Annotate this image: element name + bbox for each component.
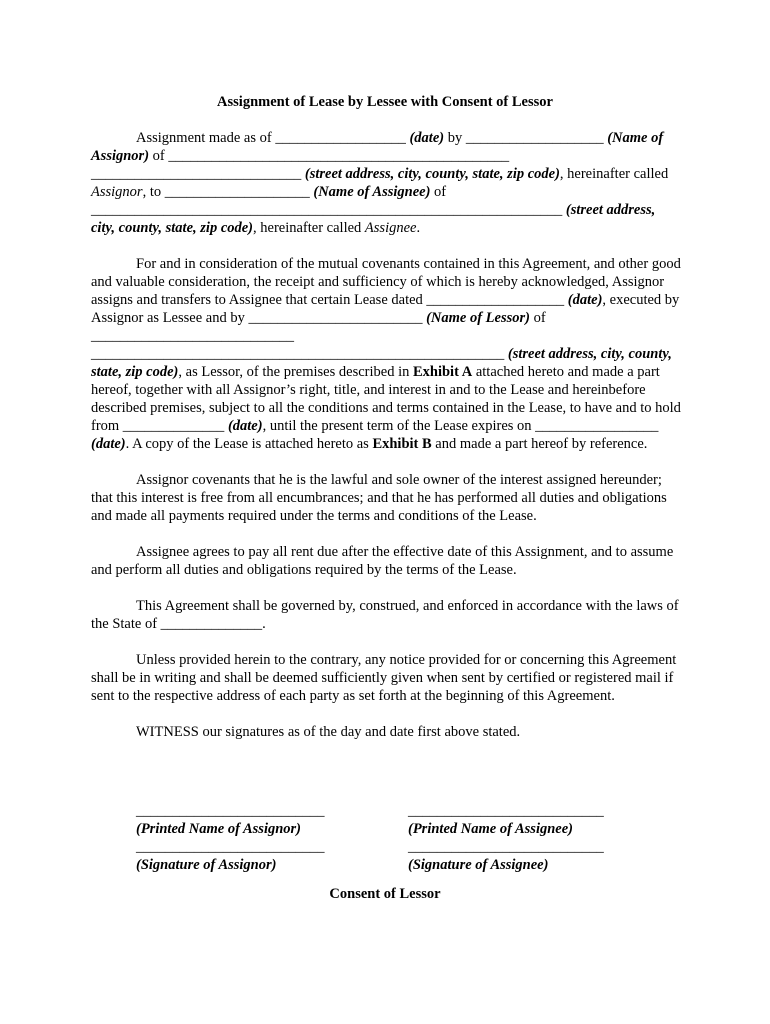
paragraph-witness: WITNESS our signatures as of the day and date first above stated. bbox=[136, 724, 521, 740]
paragraph-covenants: Assignor covenants that he is the lawful and sole owner of the interest assigned hereunder; that this interest is free from all encumbrances; and that he has performed all duties and obligations and made all payments required under the terms and conditions of the Lease. bbox=[91, 472, 667, 524]
text: , until the present term of the Lease expires on _________________ bbox=[262, 418, 659, 434]
paragraph-parties bbox=[91, 129, 681, 237]
date-placeholder: (date) bbox=[409, 130, 445, 146]
signature-block-assignor-sign bbox=[136, 838, 325, 874]
printed-name-assignee-label: (Printed Name of Assignee) bbox=[408, 821, 573, 837]
text: For and in consideration of the mutual covenants contained in this Agreement, and other good and valuable consideration, the receipt and sufficiency of which is hereby acknowledged, Assignor assigns and transfers to Assignee that certain Lease dated ___________________ bbox=[91, 256, 681, 308]
text: , hereinafter called bbox=[253, 220, 365, 236]
document-body bbox=[91, 129, 681, 759]
lessor-name-placeholder: (Name of Lessor) bbox=[426, 310, 530, 326]
exhibit-a-reference: Exhibit A bbox=[412, 364, 473, 380]
text: and made a part hereof by reference. bbox=[431, 436, 648, 452]
text: . bbox=[416, 220, 421, 236]
signature-assignor-label: (Signature of Assignor) bbox=[136, 857, 277, 873]
text: . A copy of the Lease is attached hereto as bbox=[125, 436, 373, 452]
paragraph-governing-law: This Agreement shall be governed by, construed, and enforced in accordance with the laws of the State of ______________. bbox=[91, 598, 679, 632]
signature-line: __________________________ bbox=[136, 839, 325, 855]
text: attached hereto and made a part hereof, together with all Assignor’s right, title, and interest in and to the Lease and hereinbefore described premises, subject to all the conditions and terms contained in the Lease, to have and to hold from ______________ bbox=[91, 364, 681, 434]
assignee-address-placeholder: (street address, city, county, state, zip code) bbox=[91, 202, 656, 236]
paragraph-assignment bbox=[91, 255, 681, 453]
text: Assignment made as of __________________ bbox=[136, 130, 410, 146]
printed-name-assignor-label: (Printed Name of Assignor) bbox=[136, 821, 302, 837]
consent-of-lessor-heading: Consent of Lessor bbox=[329, 886, 441, 902]
signature-assignee-label: (Signature of Assignee) bbox=[408, 857, 549, 873]
text: , as Lessor, of the premises described in bbox=[178, 364, 413, 380]
signature-line: __________________________ bbox=[136, 803, 325, 819]
expiry-date-placeholder: (date) bbox=[91, 436, 126, 452]
text: by ___________________ bbox=[444, 130, 608, 146]
signature-line: ___________________________ bbox=[408, 803, 604, 819]
signature-block-assignor-printed bbox=[136, 802, 325, 838]
paragraph-rent: Assignee agrees to pay all rent due after the effective date of this Assignment, and to assume and perform all duties and obligations required by the terms of the Lease. bbox=[91, 544, 674, 578]
text: , executed by Assignor as Lessee and by ________________________ bbox=[91, 292, 680, 326]
start-date-placeholder: (date) bbox=[227, 418, 263, 434]
text: , to ____________________ bbox=[142, 184, 314, 200]
paragraph-notice: Unless provided herein to the contrary, any notice provided for or concerning this Agreement shall be in writing and shall be deemed sufficiently given when sent by certified or registered mail if sent to the respective address of each party as set forth at the beginning of this Agreement. bbox=[91, 652, 677, 704]
text: , hereinafter called bbox=[559, 166, 669, 182]
text: of _________________________________________________________________ bbox=[91, 184, 566, 218]
lessor-address-placeholder: (street address, city, county, state, zip code) bbox=[91, 346, 672, 380]
lease-date-placeholder: (date) bbox=[567, 292, 603, 308]
exhibit-b-reference: Exhibit B bbox=[372, 436, 432, 452]
text: of ____________________________ _________________________________________________________ bbox=[91, 310, 546, 362]
signature-block-assignee-sign bbox=[408, 838, 604, 874]
assignee-name-placeholder: (Name of Assignee) bbox=[313, 184, 431, 200]
text: of _______________________________________________ _____________________________ bbox=[91, 148, 510, 182]
assignor-name-placeholder: (Name of Assignor) bbox=[91, 130, 664, 164]
document-title: Assignment of Lease by Lessee with Consent of Lessor bbox=[217, 94, 553, 110]
assignor-address-placeholder: (street address, city, county, state, zip code) bbox=[304, 166, 560, 182]
assignor-term: Assignor bbox=[91, 184, 143, 200]
signature-block-assignee-printed bbox=[408, 802, 604, 838]
signature-line: ___________________________ bbox=[408, 839, 604, 855]
assignee-term: Assignee bbox=[364, 220, 417, 236]
